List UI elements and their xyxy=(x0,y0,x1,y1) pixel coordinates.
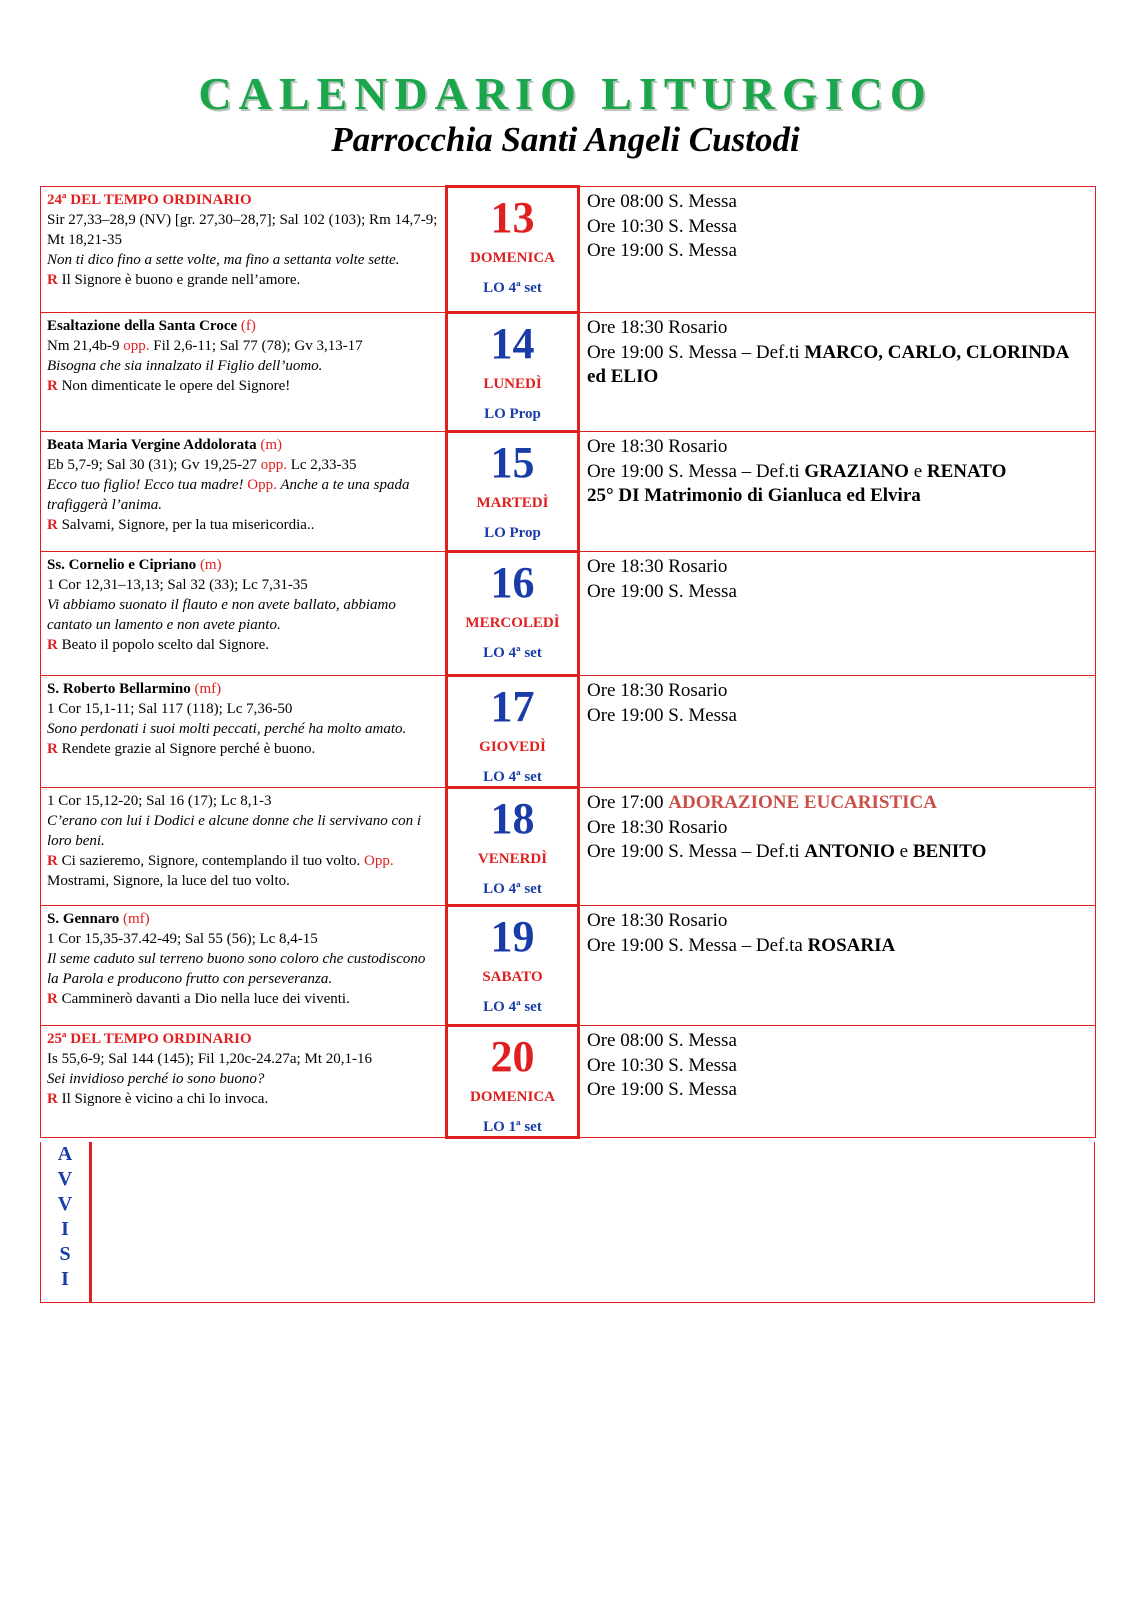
antiphon-text: Non ti dico fino a sette volte, ma fino a settanta volte sette. xyxy=(47,252,400,268)
scripture-references xyxy=(47,1049,439,1069)
response-text: Il Signore è buono e grande nell’amore. xyxy=(61,272,301,288)
scripture-references xyxy=(47,929,439,949)
avvisi-letter: I xyxy=(61,1268,69,1290)
feast-rank: (mf) xyxy=(194,681,222,697)
antiphon-alt: Anche a te una spada trafiggerà l’anima. xyxy=(47,477,410,513)
feast-line xyxy=(47,1029,439,1049)
response-text: Il Signore è vicino a chi lo invoca. xyxy=(61,1091,269,1107)
liturgy-hours-week: LO 4ª set xyxy=(483,999,542,1015)
liturgy-hours-week: LO 4ª set xyxy=(483,280,542,296)
event-time-text: Ore 19:00 S. Messa – Def.ti xyxy=(587,341,805,363)
scripture-references xyxy=(47,699,439,719)
psalm-response xyxy=(47,851,439,891)
scripture-references xyxy=(47,791,439,811)
antiphon-text: Vi abbiamo suonato il flauto e non avete ballato, abbiamo cantato un lamento e non avete pianto. xyxy=(47,597,396,633)
event-line xyxy=(587,791,1089,816)
date-cell xyxy=(447,1026,579,1138)
weekday-name: SABATO xyxy=(482,969,543,985)
event-time-text: Ore 08:00 S. Messa xyxy=(587,1030,737,1051)
liturgy-hours-week: LO 1ª set xyxy=(483,1119,542,1135)
event-time-text: Ore 19:00 S. Messa xyxy=(587,704,737,726)
event-line xyxy=(587,909,1089,934)
liturgy-hours-week: LO 4ª set xyxy=(483,645,542,661)
feast-name: Ss. Cornelio e Cipriano xyxy=(47,557,197,573)
event-connector: e xyxy=(894,841,913,862)
event-line xyxy=(587,484,1089,509)
date-cell xyxy=(447,676,579,788)
feast-name: S. Gennaro xyxy=(47,911,120,927)
events-cell xyxy=(579,906,1096,1026)
liturgy-hours-week: LO 4ª set xyxy=(483,881,542,897)
weekday-name: MARTEDÌ xyxy=(476,495,549,511)
event-time-text: Ore 19:00 S. Messa – Def.ta xyxy=(587,934,808,956)
opp-marker: opp. xyxy=(123,338,150,354)
event-line xyxy=(587,215,1089,240)
event-line xyxy=(587,435,1089,460)
feast-name: Beata Maria Vergine Addolorata xyxy=(47,437,257,453)
antiphon-text: Il seme caduto sul terreno buono sono coloro che custodiscono la Parola e producono frutto con perseveranza. xyxy=(47,951,426,987)
weekday-name: DOMENICA xyxy=(470,250,555,266)
event-time-text: Ore 18:30 Rosario xyxy=(587,680,728,701)
avvisi-letter: V xyxy=(57,1193,73,1215)
feast-name: Esaltazione della Santa Croce xyxy=(47,318,238,334)
day-number: 19 xyxy=(490,912,535,961)
event-names: ROSARIA xyxy=(807,934,896,956)
event-line xyxy=(587,316,1089,341)
feast-name: S. Roberto Bellarmino xyxy=(47,681,191,697)
readings-cell xyxy=(41,676,447,788)
feast-line xyxy=(47,316,439,336)
psalm-response xyxy=(47,1089,439,1109)
events-cell xyxy=(579,788,1096,906)
event-line xyxy=(587,840,1089,865)
event-line xyxy=(587,679,1089,704)
reference-text: 1 Cor 15,1-11; Sal 117 (118); Lc 7,36-50 xyxy=(47,701,293,717)
antiphon-text: C’erano con lui i Dodici e alcune donne che li servivano con i loro beni. xyxy=(47,813,422,849)
event-line xyxy=(587,816,1089,841)
scripture-references xyxy=(47,210,439,250)
reference-text: 1 Cor 12,31–13,13; Sal 32 (33); Lc 7,31-35 xyxy=(47,577,308,593)
event-time-text: Ore 08:00 S. Messa xyxy=(587,191,737,212)
feast-line xyxy=(47,679,439,699)
day-number: 15 xyxy=(490,438,535,487)
event-line xyxy=(587,460,1089,485)
response-alt: Mostrami, Signore, la luce del tuo volto. xyxy=(47,873,290,889)
gospel-antiphon xyxy=(47,949,439,989)
day-number: 14 xyxy=(490,319,535,368)
psalm-response xyxy=(47,376,439,396)
event-time-text: Ore 19:00 S. Messa xyxy=(587,240,737,261)
event-line xyxy=(587,1078,1089,1103)
response-marker: R xyxy=(47,853,58,869)
date-cell xyxy=(447,187,579,313)
date-cell xyxy=(447,313,579,432)
day-row xyxy=(41,313,1096,432)
event-names: RENATO xyxy=(926,460,1007,482)
feast-line xyxy=(47,190,439,210)
event-names: BENITO xyxy=(912,841,987,862)
day-row xyxy=(41,1026,1096,1138)
gospel-antiphon xyxy=(47,595,439,635)
event-time-text: Ore 10:30 S. Messa xyxy=(587,215,737,237)
event-time-text: Ore 17:00 xyxy=(587,792,669,813)
scripture-references xyxy=(47,455,439,475)
gospel-antiphon xyxy=(47,475,439,515)
gospel-antiphon xyxy=(47,356,439,376)
events-cell xyxy=(579,676,1096,788)
event-line xyxy=(587,934,1089,959)
readings-cell xyxy=(41,788,447,906)
feast-line xyxy=(47,435,439,455)
events-cell xyxy=(579,187,1096,313)
psalm-response xyxy=(47,635,439,655)
reference-text: 1 Cor 15,35-37.42-49; Sal 55 (56); Lc 8,4-15 xyxy=(47,931,318,947)
feast-name: 25ª DEL TEMPO ORDINARIO xyxy=(47,1031,252,1047)
day-row xyxy=(41,552,1096,676)
event-time-text: Ore 18:30 Rosario xyxy=(587,556,728,577)
day-number: 17 xyxy=(490,682,535,731)
day-number: 13 xyxy=(490,193,535,242)
day-row xyxy=(41,788,1096,906)
readings-cell xyxy=(41,1026,447,1138)
response-text: Camminerò davanti a Dio nella luce dei viventi. xyxy=(61,991,350,1007)
event-time-text: Ore 18:30 Rosario xyxy=(587,317,728,338)
psalm-response xyxy=(47,515,439,535)
antiphon-text: Sei invidioso perché io sono buono? xyxy=(47,1071,265,1087)
avvisi-letter: S xyxy=(59,1243,71,1265)
response-marker: R xyxy=(47,517,58,533)
response-marker: R xyxy=(47,991,58,1007)
response-marker: R xyxy=(47,1091,58,1107)
response-marker: R xyxy=(47,741,58,757)
gospel-antiphon xyxy=(47,811,439,851)
page-title: CALENDARIO LITURGICO xyxy=(198,68,933,119)
event-line xyxy=(587,1054,1089,1079)
event-names: MARCO, CARLO, CLORINDA ed ELIO xyxy=(587,341,1069,387)
date-cell xyxy=(447,552,579,676)
feast-rank: (mf) xyxy=(123,911,150,927)
events-cell xyxy=(579,432,1096,552)
feast-rank: (m) xyxy=(199,557,222,573)
response-text: Ci sazieremo, Signore, contemplando il tuo volto. xyxy=(61,853,361,869)
event-names: GRAZIANO xyxy=(804,460,909,482)
event-line xyxy=(587,555,1089,580)
reference-text: Sir 27,33–28,9 (NV) [gr. 27,30–28,7]; Sal 102 (103); Rm 14,7-9; Mt 18,21-35 xyxy=(47,212,438,248)
response-marker: R xyxy=(47,272,58,288)
event-time-text: Ore 19:00 S. Messa xyxy=(587,580,737,602)
event-time-text: Ore 19:00 S. Messa – Def.ti xyxy=(587,460,805,482)
readings-cell xyxy=(41,313,447,432)
liturgy-hours-week: LO 4ª set xyxy=(483,769,542,785)
date-cell xyxy=(447,906,579,1026)
psalm-response xyxy=(47,989,439,1009)
avvisi-letter: V xyxy=(57,1168,73,1190)
scripture-references xyxy=(47,336,439,356)
response-marker: R xyxy=(47,637,58,653)
response-marker: R xyxy=(47,378,58,394)
weekday-name: LUNEDÌ xyxy=(483,376,542,392)
events-cell xyxy=(579,313,1096,432)
event-line xyxy=(587,580,1089,605)
reference-alt: Fil 2,6-11; Sal 77 (78); Gv 3,13-17 xyxy=(153,338,363,354)
liturgical-calendar-table xyxy=(40,185,1096,1139)
readings-cell xyxy=(41,906,447,1026)
feast-name: 24ª DEL TEMPO ORDINARIO xyxy=(47,192,252,208)
event-line xyxy=(587,704,1089,729)
scripture-references xyxy=(47,575,439,595)
opp-marker: Opp. xyxy=(364,853,394,869)
day-row xyxy=(41,676,1096,788)
event-time-text: Ore 18:30 Rosario xyxy=(587,910,728,931)
gospel-antiphon xyxy=(47,250,439,270)
gospel-antiphon xyxy=(47,1069,439,1089)
event-time-text: Ore 19:00 S. Messa – Def.ti xyxy=(587,841,805,862)
feast-rank: (f) xyxy=(240,318,256,334)
readings-cell xyxy=(41,552,447,676)
reference-text: Is 55,6-9; Sal 144 (145); Fil 1,20c-24.27a; Mt 20,1-16 xyxy=(47,1051,372,1067)
events-cell xyxy=(579,552,1096,676)
reference-text: Eb 5,7-9; Sal 30 (31); Gv 19,25-27 xyxy=(47,457,257,473)
weekday-name: DOMENICA xyxy=(470,1089,555,1105)
response-text: Salvami, Signore, per la tua misericordia.. xyxy=(61,517,315,533)
reference-text: 1 Cor 15,12-20; Sal 16 (17); Lc 8,1-3 xyxy=(47,793,272,809)
feast-line xyxy=(47,555,439,575)
parish-name: Parrocchia Santi Angeli Custodi xyxy=(331,120,800,159)
reference-alt: Lc 2,33-35 xyxy=(290,457,357,473)
event-line xyxy=(587,190,1089,215)
weekday-name: MERCOLEDÌ xyxy=(465,615,560,631)
response-text: Beato il popolo scelto dal Signore. xyxy=(61,637,270,653)
gospel-antiphon xyxy=(47,719,439,739)
day-number: 16 xyxy=(490,558,535,607)
avvisi-letter: A xyxy=(57,1143,73,1165)
event-time-text: Ore 18:30 Rosario xyxy=(587,816,728,838)
weekday-name: VENERDÌ xyxy=(477,851,548,867)
event-time-text: Ore 19:00 S. Messa xyxy=(587,1079,737,1100)
day-row xyxy=(41,432,1096,552)
event-names: ANTONIO xyxy=(804,841,895,862)
liturgy-hours-week: LO Prop xyxy=(484,406,541,422)
response-text: Rendete grazie al Signore perché è buono. xyxy=(61,741,316,757)
weekday-name: GIOVEDÌ xyxy=(479,739,546,755)
reference-text: Nm 21,4b-9 xyxy=(47,338,120,354)
event-names: 25° DI Matrimonio di Gianluca ed Elvira xyxy=(587,485,921,506)
avvisi-section xyxy=(40,1142,1095,1303)
opp-marker: opp. xyxy=(260,457,287,473)
adoration-label: ADORAZIONE EUCARISTICA xyxy=(668,792,937,813)
day-row xyxy=(41,906,1096,1026)
event-line xyxy=(587,341,1089,390)
antiphon-text: Bisogna che sia innalzato il Figlio dell’uomo. xyxy=(47,358,323,374)
event-connector: e xyxy=(908,460,927,482)
event-line xyxy=(587,1029,1089,1054)
avvisi-label xyxy=(41,1142,92,1302)
day-number: 18 xyxy=(490,794,535,843)
antiphon-text: Sono perdonati i suoi molti peccati, perché ha molto amato. xyxy=(47,721,407,737)
antiphon-text: Ecco tuo figlio! Ecco tua madre! xyxy=(47,477,244,493)
day-number: 20 xyxy=(490,1032,535,1081)
psalm-response xyxy=(47,270,439,290)
date-cell xyxy=(447,788,579,906)
response-text: Non dimenticate le opere del Signore! xyxy=(61,378,291,394)
event-time-text: Ore 10:30 S. Messa xyxy=(587,1054,737,1076)
liturgy-hours-week: LO Prop xyxy=(484,525,541,541)
avvisi-letter: I xyxy=(61,1218,69,1240)
event-time-text: Ore 18:30 Rosario xyxy=(587,436,728,457)
feast-rank: (m) xyxy=(260,437,282,453)
feast-line xyxy=(47,909,439,929)
psalm-response xyxy=(47,739,439,759)
day-row xyxy=(41,187,1096,313)
date-cell xyxy=(447,432,579,552)
readings-cell xyxy=(41,187,447,313)
events-cell xyxy=(579,1026,1096,1138)
readings-cell xyxy=(41,432,447,552)
event-line xyxy=(587,239,1089,264)
opp-marker: Opp. xyxy=(247,477,277,493)
